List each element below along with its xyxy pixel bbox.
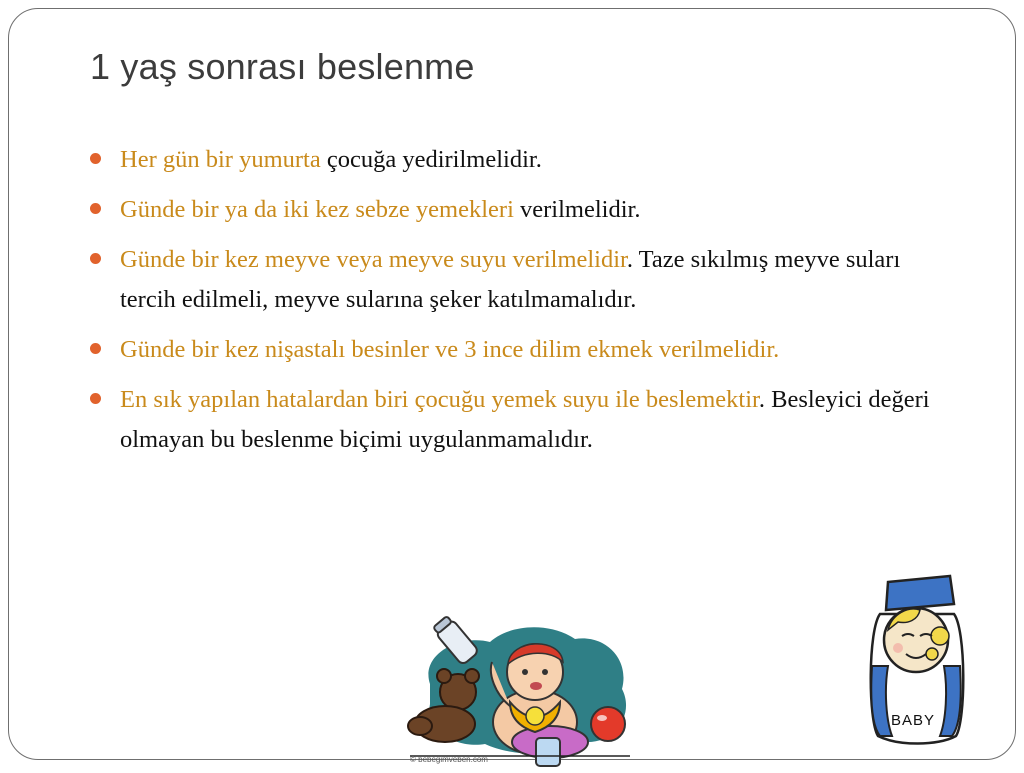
bullet-dot-icon	[90, 253, 101, 264]
bullet-highlight: Günde bir ya da iki kez sebze yemekleri	[120, 196, 514, 223]
bullet-dot-icon	[90, 393, 101, 404]
jar-label: BABY	[891, 712, 936, 729]
slide-title: 1 yaş sonrası beslenme	[90, 46, 475, 87]
bullet-dot-icon	[90, 343, 101, 354]
bullet-highlight: Günde bir kez nişastalı besinler ve 3 ince dilim ekmek verilmelidir.	[120, 336, 780, 363]
baby-eating-image	[400, 614, 640, 768]
baby-eating-illustration	[400, 614, 640, 768]
image-credit: © bebegimveben.com	[410, 755, 488, 764]
bullet-highlight: En sık yapılan hatalardan biri çocuğu yemek suyu ile beslemektir	[120, 386, 759, 413]
bullet-item	[90, 190, 940, 230]
bullet-text: . Besleyici değeri olmayan bu beslenme biçimi uygulanmamalıdır.	[120, 386, 930, 453]
bullet-item	[90, 380, 940, 460]
bullet-text: çocuğa yedirilmelidir.	[320, 146, 542, 173]
bullet-list	[90, 140, 940, 470]
bullet-dot-icon	[90, 153, 101, 164]
bullet-item	[90, 140, 940, 180]
bullet-item	[90, 330, 940, 370]
bullet-text: verilmelidir.	[513, 196, 641, 223]
baby-jar-illustration	[858, 570, 974, 748]
bullet-highlight: Her gün bir yumurta	[120, 146, 321, 173]
bullet-item	[90, 240, 940, 320]
bullet-highlight: Günde bir kez meyve veya meyve suyu verilmelidir	[120, 246, 627, 273]
bullet-text: . Taze sıkılmış meyve suları tercih edilmeli, meyve sularına şeker katılmamalıdır.	[120, 246, 901, 313]
bullet-dot-icon	[90, 203, 101, 214]
